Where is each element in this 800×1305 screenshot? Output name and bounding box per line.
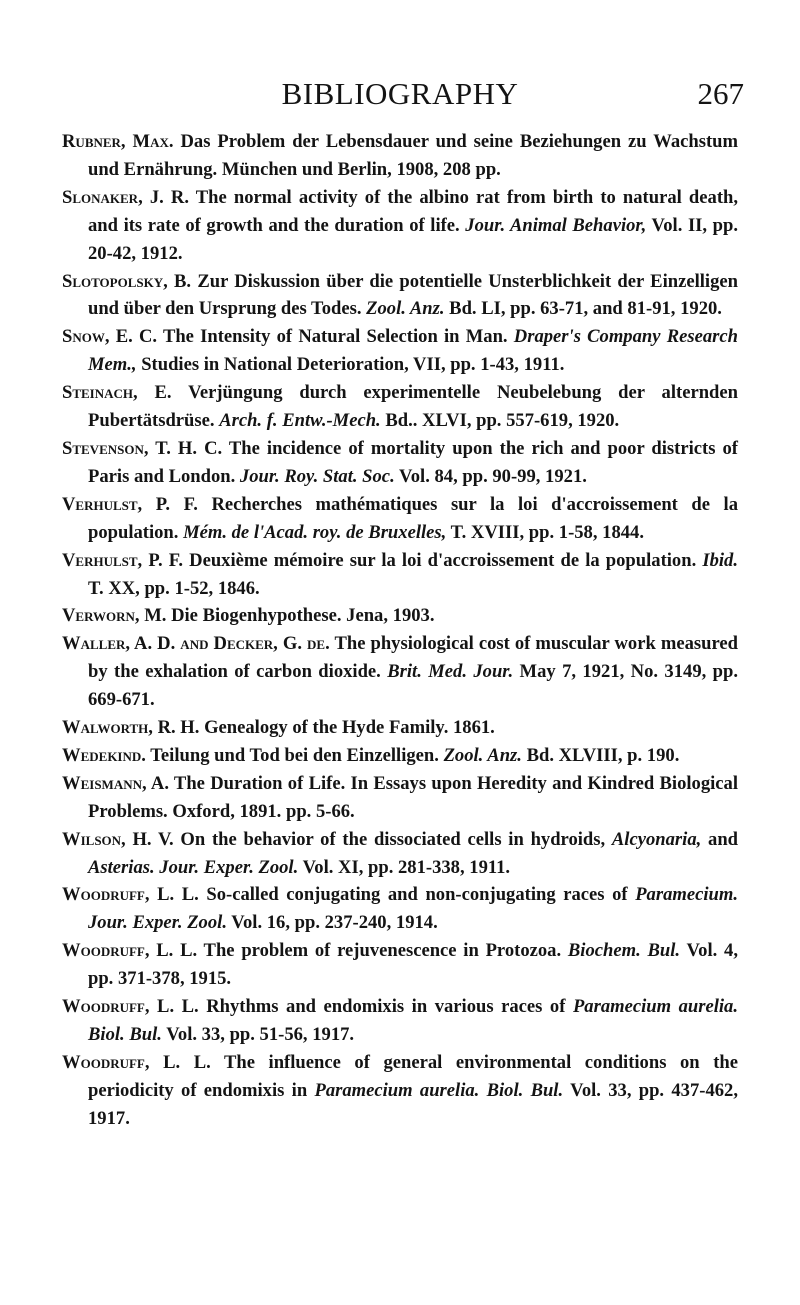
bibliography-entry [62,128,738,184]
entry-text: The normal activity of the albino rat from birth to natural death, and its rate of growth and the duration of life. [88,186,738,236]
entry-text: The physiological cost of muscular work measured by the exhalation of carbon dioxide. [88,633,738,683]
bibliography-entry [62,770,738,826]
entry-text: The Duration of Life. In Essays upon Heredity and Kindred Biological Problems. Oxford, 1891. pp. 5-66. [88,772,739,822]
entry-text: The Intensity of Natural Selection in Man. [157,326,514,348]
bibliography-entry [62,993,738,1049]
entry-italic-text: Arch. f. Entw.-Mech. [219,410,381,432]
entry-author: Walworth, R. H. [62,717,200,739]
entry-author: Stevenson, T. H. C. [62,437,223,459]
entry-italic-text: Draper's Company Research Mem., [88,326,738,376]
bibliography-list [62,128,738,1133]
entry-author: Verworn, M. [62,605,167,627]
entry-author: Woodruff, L. L. [62,996,199,1018]
entry-italic-text: Jour. Animal Behavior, [465,214,647,236]
entry-text: Studies in National Deterioration, VII, pp. 1-43, 1911. [136,354,565,376]
page-header [0,76,800,116]
entry-text: T. XVIII, pp. 1-58, 1844. [446,521,644,543]
entry-text: T. XX, pp. 1-52, 1846. [88,577,260,599]
bibliography-entry [62,742,738,770]
entry-author: Wilson, H. V. [62,828,174,850]
entry-text: Vol. 33, pp. 437-462, 1917. [88,1079,738,1129]
entry-text: Bd. XLVIII, p. 190. [521,744,680,766]
bibliography-entry [62,323,738,379]
entry-author: Woodruff, L. L. [62,1051,211,1073]
entry-author: Slotopolsky, B. [62,270,192,292]
entry-author: Woodruff, L. L. [62,884,199,906]
bibliography-entry [62,602,738,630]
bibliography-entry [62,881,738,937]
entry-text: Recherches mathématiques sur la loi d'accroissement de la population. [88,493,738,543]
page-number: 267 [697,76,744,111]
entry-italic-text: Paramecium aurelia. Biol. Bul. [314,1079,564,1101]
entry-text: Vol. XI, pp. 281-338, 1911. [298,856,511,878]
entry-text: Vol. II, pp. 20-42, 1912. [88,214,738,264]
entry-text: Deuxième mémoire sur la loi d'accroissement de la population. [183,549,703,571]
entry-text: Genealogy of the Hyde Family. 1861. [199,717,495,739]
entry-text: Vol. 84, pp. 90-99, 1921. [394,465,587,487]
entry-text: and [701,828,738,850]
entry-text: The incidence of mortality upon the rich and poor districts of Paris and London. [88,437,738,487]
bibliography-entry [62,491,738,547]
entry-author: Wedekind. [62,744,146,766]
entry-author: Snow, E. C. [62,326,158,348]
entry-text: Verjüngung durch experimentelle Neubelebung der alternden Pubertätsdrüse. [88,382,738,432]
entry-text: Vol. 33, pp. 51-56, 1917. [161,1024,355,1045]
entry-text: Das Problem der Lebensdauer und seine Beziehungen zu Wachstum und Ernährung. München und Berlin, 1908, 208 pp. [88,131,738,180]
entry-text: Vol. 4, pp. 371-378, 1915. [88,940,738,990]
entry-text: The influence of general environmental conditions on the periodicity of endomixis in [88,1051,738,1101]
bibliography-entry [62,1049,738,1133]
entry-italic-text: Biochem. Bul. [567,940,681,962]
entry-text: May 7, 1921, No. 3149, pp. 669-671. [88,661,738,711]
entry-text: Vol. 16, pp. 237-240, 1914. [226,912,438,934]
entry-italic-text: Ibid. [702,549,738,571]
entry-italic-text: Paramecium. Jour. Exper. Zool. [88,884,738,934]
bibliography-entry [62,547,738,603]
entry-author: Weismann, A. [62,772,169,794]
entry-text: Zur Diskussion über die potentielle Unsterblichkeit der Einzelligen und über den Ursprung des Todes. [88,270,738,320]
bibliography-entry [62,184,738,268]
entry-text: Teilung und Tod bei den Einzelligen. [145,744,444,766]
entry-italic-text: Alcyonaria, [611,828,702,850]
entry-text: Rhythms and endomixis in various races of [198,996,573,1018]
entry-author: Slonaker, J. R. [62,186,189,208]
bibliography-entry [62,268,738,324]
entry-author: Waller, A. D. and Decker, G. de. [62,633,330,655]
entry-author: Steinach, E. [62,382,172,404]
entry-italic-text: Zool. Anz. [443,744,522,766]
entry-author: Woodruff, L. L. [62,940,198,962]
entry-author: Verhulst, P. F. [62,549,184,571]
entry-author: Verhulst, P. F. [62,493,198,515]
bibliography-entry [62,714,738,742]
entry-text: On the behavior of the dissociated cells in hydroids, [173,828,612,850]
entry-italic-text: Zool. Anz. [366,298,445,320]
entry-text: Bd. LI, pp. 63-71, and 81-91, 1920. [444,298,722,320]
bibliography-entry [62,826,738,882]
entry-text: Die Biogenhypothese. Jena, 1903. [166,605,435,627]
entry-text: So-called conjugating and non-conjugating races of [198,884,636,906]
entry-text: Bd.. XLVI, pp. 557-619, 1920. [380,410,620,432]
bibliography-entry [62,630,738,714]
bibliography-entry [62,379,738,435]
bibliography-entry [62,937,738,993]
entry-italic-text: Paramecium aurelia. Biol. Bul. [88,996,738,1045]
bibliography-entry [62,435,738,491]
running-title: BIBLIOGRAPHY [281,76,519,111]
entry-text: The problem of rejuvenescence in Protozoa. [197,940,568,962]
entry-italic-text: Mém. de l'Acad. roy. de Bruxelles, [183,521,447,543]
entry-italic-text: Asterias. Jour. Exper. Zool. [88,856,299,878]
entry-italic-text: Jour. Roy. Stat. Soc. [239,465,395,487]
entry-author: Rubner, Max. [62,131,174,152]
entry-italic-text: Brit. Med. Jour. [387,661,514,683]
